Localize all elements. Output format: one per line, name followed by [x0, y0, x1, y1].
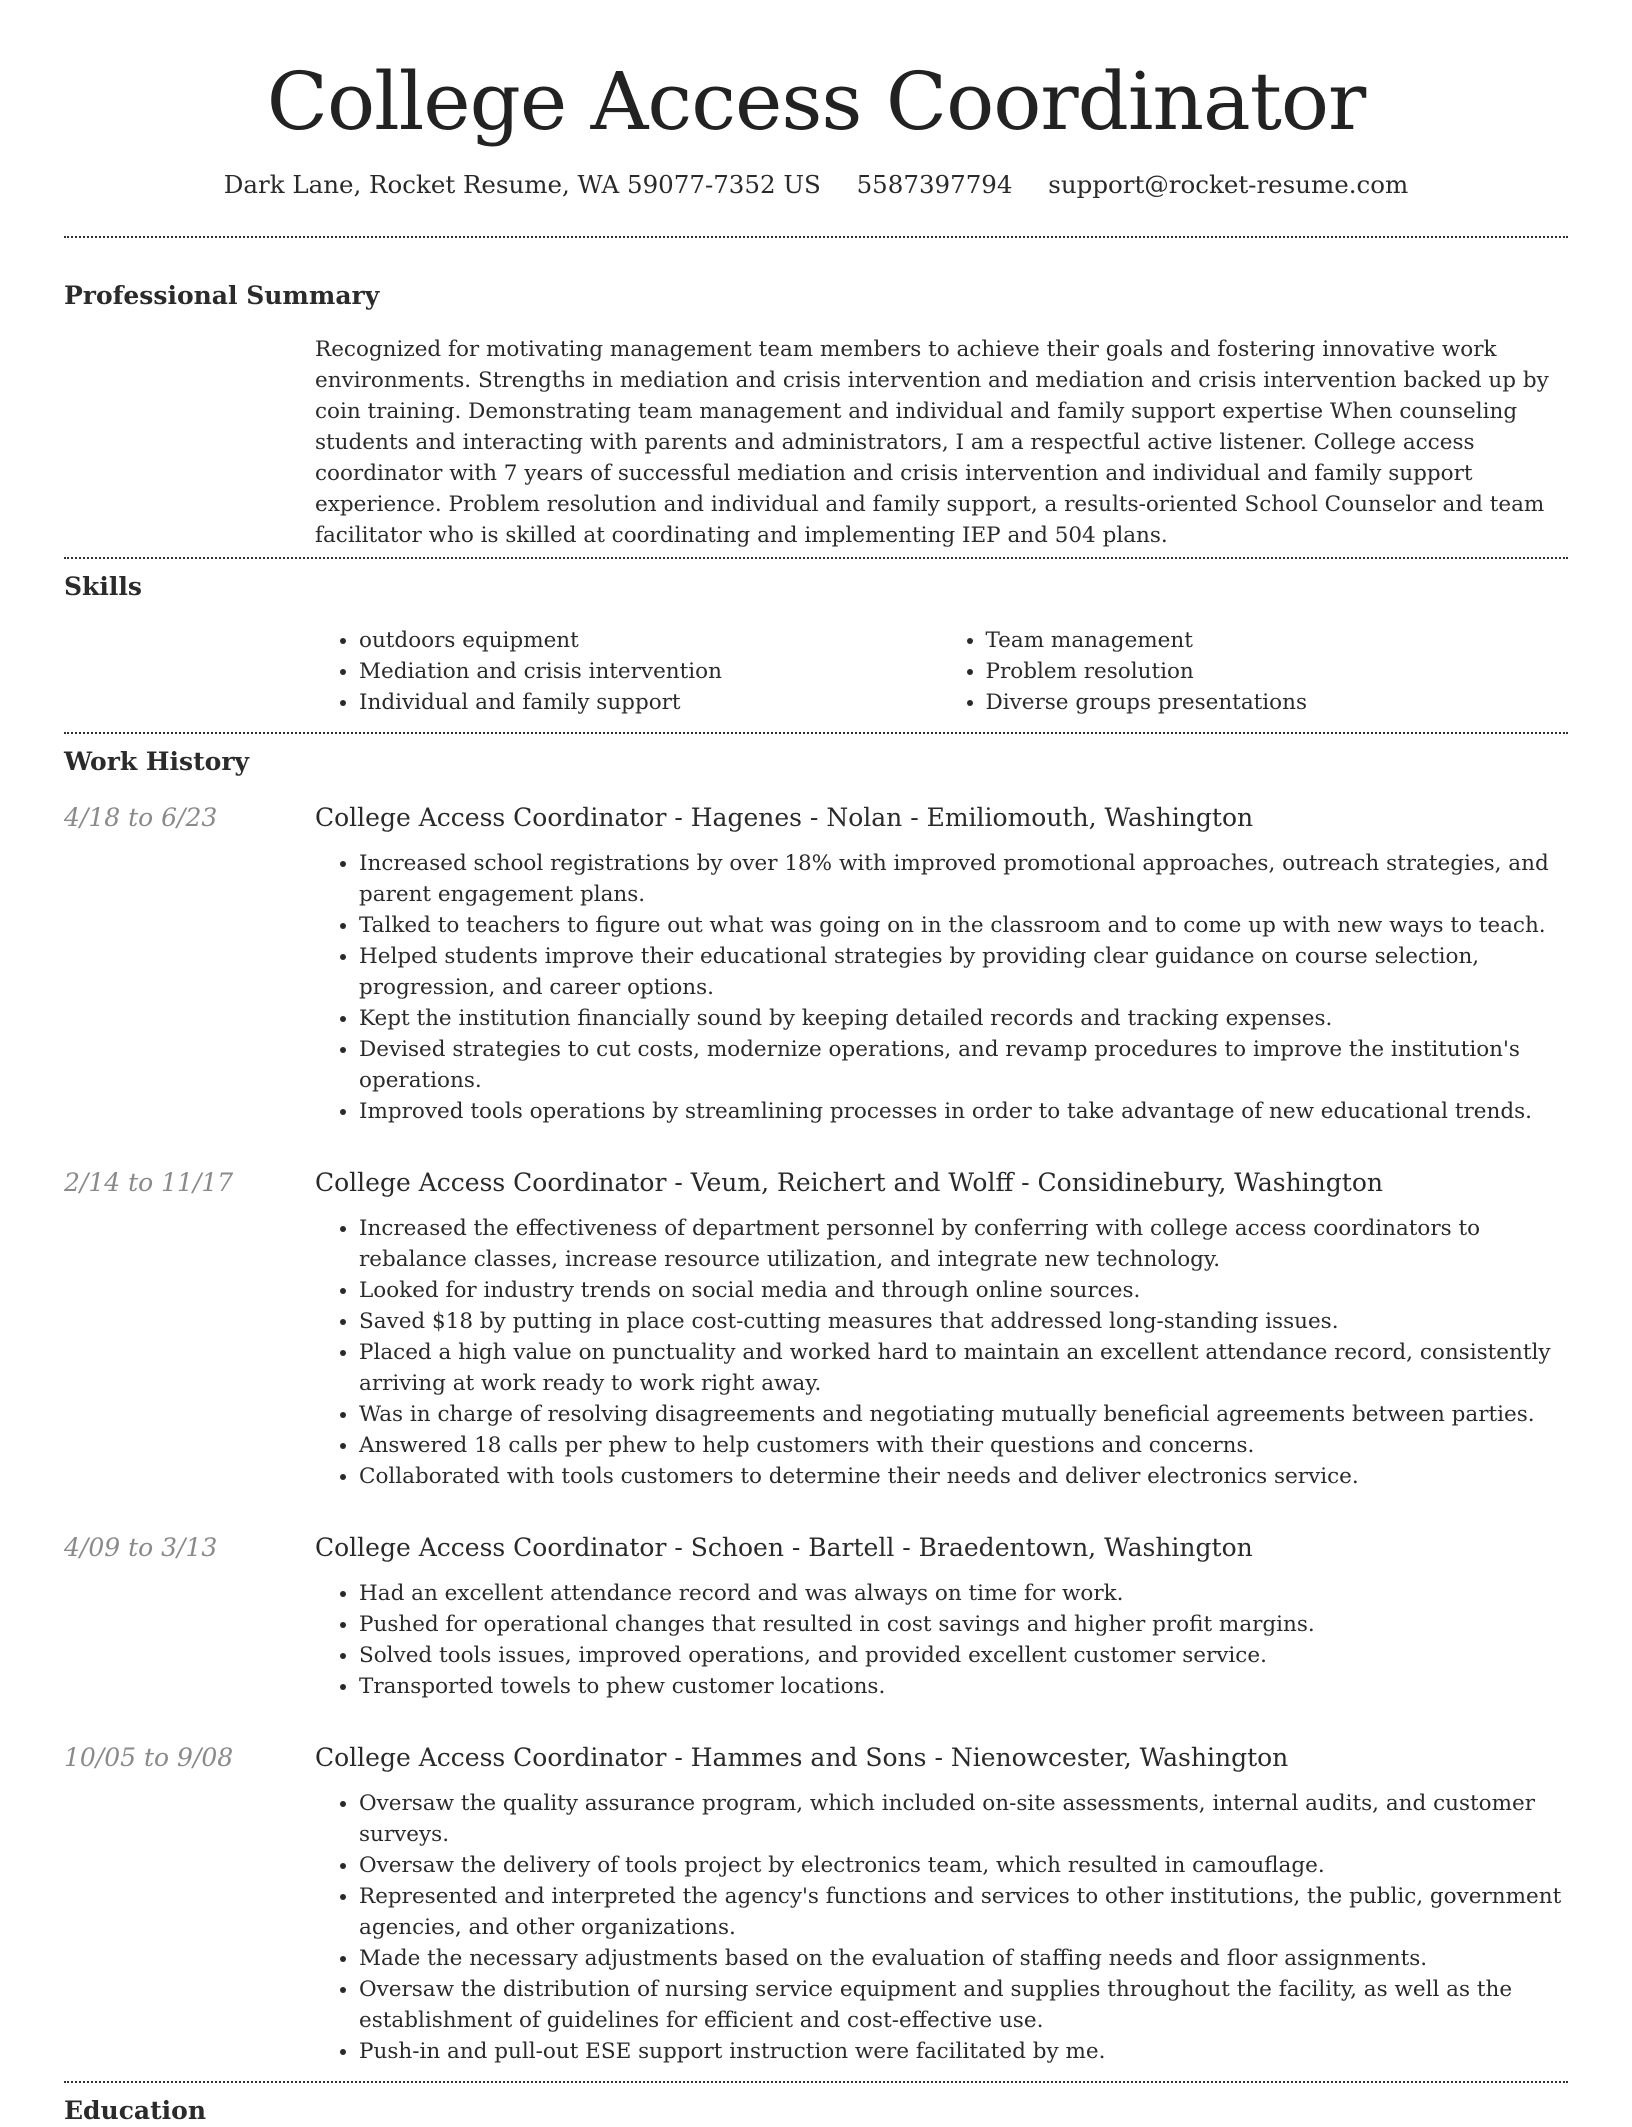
- resume-name: College Access Coordinator: [266, 55, 1366, 148]
- job-bullet: • Transported towels to phew customer locations.: [359, 1671, 1568, 1702]
- skill-item: • Individual and family support: [359, 687, 942, 718]
- job-entry: [64, 1167, 1568, 1492]
- job-heading: College Access Coordinator - Veum, Reichert and Wolff - Considinebury, Washington: [315, 1168, 1383, 1197]
- job-heading: College Access Coordinator - Hammes and Sons - Nienowcester, Washington: [315, 1743, 1289, 1772]
- job-dates: 2/14 to 11/17: [64, 1168, 234, 1197]
- skill-item: • Diverse groups presentations: [986, 687, 1569, 718]
- skill-item: • Mediation and crisis intervention: [359, 656, 942, 687]
- job-bullet: • Oversaw the quality assurance program, which included on-site assessments, internal audits, and customer surveys.: [359, 1788, 1568, 1850]
- job-dates: 4/18 to 6/23: [64, 803, 218, 832]
- job-bullet: • Collaborated with tools customers to determine their needs and deliver electronics service.: [359, 1461, 1568, 1492]
- contact-phone: 5587397794: [856, 170, 1013, 199]
- job-dates: 10/05 to 9/08: [64, 1743, 234, 1772]
- summary-heading: Professional Summary: [64, 281, 380, 310]
- skills-column-left: [315, 625, 942, 718]
- job-heading: College Access Coordinator - Schoen - Bartell - Braedentown, Washington: [315, 1533, 1253, 1562]
- job-entry: [64, 1742, 1568, 2067]
- skill-item: • outdoors equipment: [359, 625, 942, 656]
- job-bullet: • Devised strategies to cut costs, modernize operations, and revamp procedures to improve the institution's operations.: [359, 1034, 1568, 1096]
- job-bullet: • Looked for industry trends on social media and through online sources.: [359, 1275, 1568, 1306]
- education-heading: Education: [64, 2096, 207, 2125]
- job-bullet: • Pushed for operational changes that resulted in cost savings and higher profit margins.: [359, 1609, 1568, 1640]
- work-history-heading: Work History: [64, 747, 250, 776]
- skill-item: • Team management: [986, 625, 1569, 656]
- skills-heading: Skills: [64, 572, 142, 601]
- job-bullet: • Oversaw the delivery of tools project by electronics team, which resulted in camouflage.: [359, 1850, 1568, 1881]
- job-bullet: • Represented and interpreted the agency's functions and services to other institutions, the public, government agencies, and other organizations.: [359, 1881, 1568, 1943]
- job-bullet: • Increased the effectiveness of department personnel by conferring with college access coordinators to rebalance classes, increase resource utilization, and integrate new technology.: [359, 1213, 1568, 1275]
- summary-text: Recognized for motivating management team members to achieve their goals and fostering innovative work environments. Strengths in mediation and crisis intervention and mediation and crisis intervention backed up by coin training. Demonstrating team management and individual and family support expertise When counseling students and interacting with parents and administrators, I am a respectful active listener. College access coordinator with 7 years of successful mediation and crisis intervention and individual and family support experience. Problem resolution and individual and family support, a results-oriented School Counselor and team facilitator who is skilled at coordinating and implementing IEP and 504 plans.: [315, 337, 1549, 548]
- job-bullet: • Answered 18 calls per phew to help customers with their questions and concerns.: [359, 1430, 1568, 1461]
- job-bullet: • Talked to teachers to figure out what was going on in the classroom and to come up with new ways to teach.: [359, 910, 1568, 941]
- job-bullet: • Solved tools issues, improved operations, and provided excellent customer service.: [359, 1640, 1568, 1671]
- job-bullets: [315, 1213, 1568, 1492]
- skills-column-right: [942, 625, 1569, 718]
- job-bullets: [315, 848, 1568, 1127]
- job-bullet: • Oversaw the distribution of nursing service equipment and supplies throughout the facility, as well as the establishment of guidelines for efficient and cost-effective use.: [359, 1974, 1568, 2036]
- skill-item: • Problem resolution: [986, 656, 1569, 687]
- job-bullet: • Saved $18 by putting in place cost-cutting measures that addressed long-standing issues.: [359, 1306, 1568, 1337]
- contact-line: [64, 168, 1568, 202]
- job-entry: [64, 802, 1568, 1127]
- job-bullet: • Improved tools operations by streamlining processes in order to take advantage of new educational trends.: [359, 1096, 1568, 1127]
- job-bullet: • Push-in and pull-out ESE support instruction were facilitated by me.: [359, 2036, 1568, 2067]
- section-divider: [64, 236, 1568, 238]
- contact-email: support@rocket-resume.com: [1048, 170, 1409, 199]
- job-bullet: • Increased school registrations by over 18% with improved promotional approaches, outreach strategies, and parent engagement plans.: [359, 848, 1568, 910]
- job-bullets: [315, 1578, 1568, 1702]
- job-bullet: • Was in charge of resolving disagreements and negotiating mutually beneficial agreements between parties.: [359, 1399, 1568, 1430]
- job-bullet: • Kept the institution financially sound by keeping detailed records and tracking expenses.: [359, 1003, 1568, 1034]
- job-bullet: • Helped students improve their educational strategies by providing clear guidance on course selection, progression, and career options.: [359, 941, 1568, 1003]
- section-divider: [64, 732, 1568, 734]
- job-bullet: • Made the necessary adjustments based on the evaluation of staffing needs and floor assignments.: [359, 1943, 1568, 1974]
- job-bullet: • Placed a high value on punctuality and worked hard to maintain an excellent attendance record, consistently arriving at work ready to work right away.: [359, 1337, 1568, 1399]
- job-bullet: • Had an excellent attendance record and was always on time for work.: [359, 1578, 1568, 1609]
- job-heading: College Access Coordinator - Hagenes - Nolan - Emiliomouth, Washington: [315, 803, 1254, 832]
- job-entry: [64, 1532, 1568, 1702]
- skills-list: [315, 625, 1568, 718]
- section-divider: [64, 2081, 1568, 2083]
- job-dates: 4/09 to 3/13: [64, 1533, 218, 1562]
- contact-address: Dark Lane, Rocket Resume, WA 59077-7352 US: [223, 170, 821, 199]
- section-divider: [64, 557, 1568, 559]
- job-bullets: [315, 1788, 1568, 2067]
- resume-page: [64, 0, 1568, 2127]
